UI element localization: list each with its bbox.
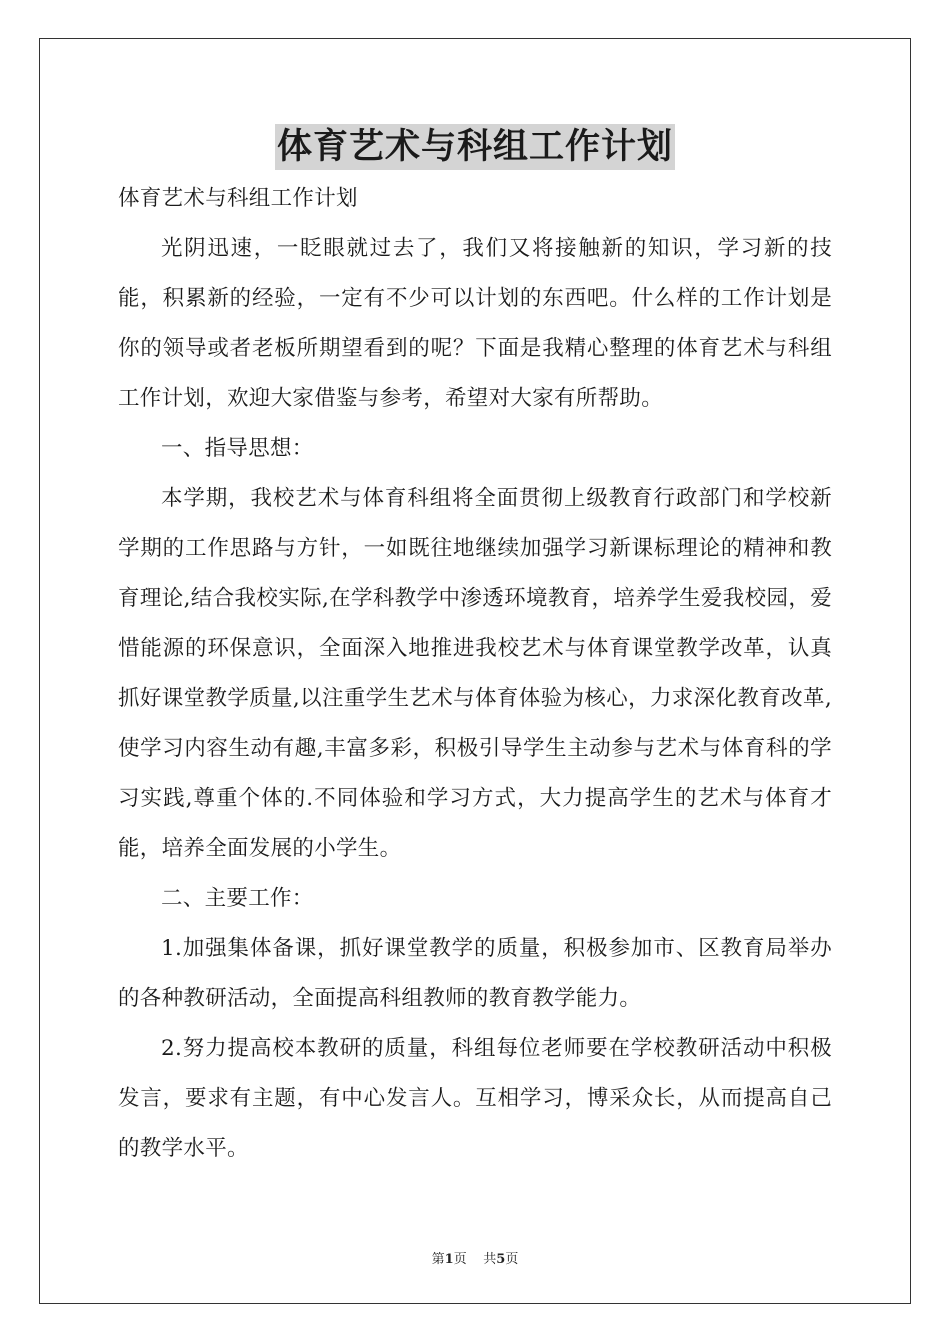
page-total-suffix: 页: [505, 1252, 519, 1267]
document-body: [118, 174, 832, 1174]
page-number-prefix: 第: [431, 1252, 445, 1267]
section-heading-main-work: 二、主要工作：: [161, 886, 314, 911]
document-title: 体育艺术与科组工作计划: [275, 124, 675, 170]
page-total-prefix: 共: [483, 1252, 497, 1267]
intro-paragraph: 光阴迅速，一眨眼就过去了，我们又将接触新的知识，学习新的技能，积累新的经验，一定有不少可以计划的东西吧。什么样的工作计划是你的领导或者老板所期望看到的呢？下面是我精心整理的体育艺术与科组工作计划，欢迎大家借鉴与参考，希望对大家有所帮助。: [118, 236, 832, 411]
page-footer: [0, 1248, 950, 1267]
document-title-block: [0, 124, 950, 170]
main-work-item-2: 2.努力提高校本教研的质量，科组每位老师要在学校教研活动中积极发言，要求有主题，有中心发言人。互相学习，博采众长，从而提高自己的教学水平。: [118, 1036, 832, 1161]
document-subtitle: 体育艺术与科组工作计划: [118, 186, 358, 211]
main-work-item-1: 1.加强集体备课，抓好课堂教学的质量，积极参加市、区教育局举办的各种教研活动，全面提高科组教师的教育教学能力。: [118, 936, 832, 1011]
section-heading-guiding-thought: 一、指导思想：: [161, 436, 314, 461]
page-number-suffix: 页: [453, 1252, 467, 1267]
guiding-thought-paragraph: 本学期，我校艺术与体育科组将全面贯彻上级教育行政部门和学校新学期的工作思路与方针，一如既往地继续加强学习新课标理论的精神和教育理论,结合我校实际,在学科教学中渗透环境教育，培养学生爱我校园，爱惜能源的环保意识，全面深入地推进我校艺术与体育课堂教学改革，认真抓好课堂教学质量,以注重学生艺术与体育体验为核心，力求深化教育改革,使学习内容生动有趣,丰富多彩，积极引导学生主动参与艺术与体育科的学习实践,尊重个体的.不同体验和学习方式，大力提高学生的艺术与体育才能，培养全面发展的小学生。: [118, 486, 832, 861]
page-total-count: 5: [496, 1252, 506, 1267]
page-number-current: 1: [444, 1252, 454, 1267]
